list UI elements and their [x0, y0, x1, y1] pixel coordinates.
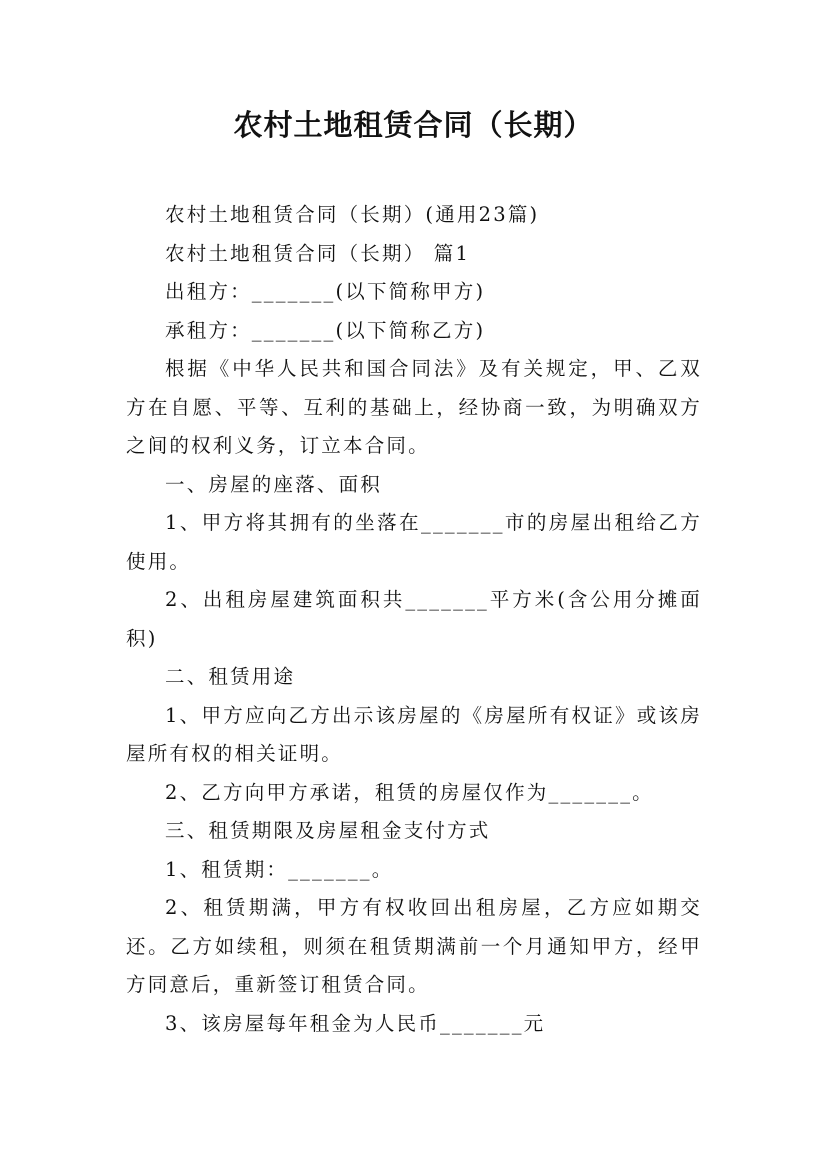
clause-paragraph: 2、出租房屋建筑面积共_______平方米(含公用分摊面积): [126, 588, 702, 650]
section-heading-part-1: 农村土地租赁合同（长期） 篇1: [165, 241, 471, 265]
section-heading-lease-purpose: 二、租赁用途: [165, 665, 296, 688]
clause-paragraph: 1、甲方将其拥有的坐落在_______市的房屋出租给乙方使用。: [126, 511, 702, 573]
document-body: [126, 196, 702, 1043]
preamble-paragraph: 根据《中华人民共和国合同法》及有关规定，甲、乙双方在自愿、平等、互利的基础上，经协商一致，为明确双方之间的权利义务，订立本合同。: [126, 357, 702, 457]
clause-paragraph: 1、租赁期：_______。: [165, 857, 394, 881]
clause-paragraph: 2、乙方向甲方承诺，租赁的房屋仅作为_______。: [165, 780, 654, 804]
lessor-line: 出租方：_______(以下简称甲方): [165, 280, 486, 303]
document-title: 农村土地租赁合同（长期）: [233, 108, 594, 142]
clause-paragraph: 3、该房屋每年租金为人民币_______元: [165, 1011, 546, 1035]
clause-paragraph: 2、租赁期满，甲方有权收回出租房屋，乙方应如期交还。乙方如续租，则须在租赁期满前一个月通知甲方，经甲方同意后，重新签订租赁合同。: [126, 896, 702, 996]
subtitle-paragraph: 农村土地租赁合同（长期）(通用23篇): [165, 203, 540, 226]
section-heading-location-area: 一、房屋的座落、面积: [165, 472, 383, 496]
section-heading-lease-term-rent: 三、租赁期限及房屋租金支付方式: [165, 819, 491, 842]
lessee-line: 承租方：_______(以下简称乙方): [165, 318, 486, 342]
clause-paragraph: 1、甲方应向乙方出示该房屋的《房屋所有权证》或该房屋所有权的相关证明。: [126, 703, 702, 765]
